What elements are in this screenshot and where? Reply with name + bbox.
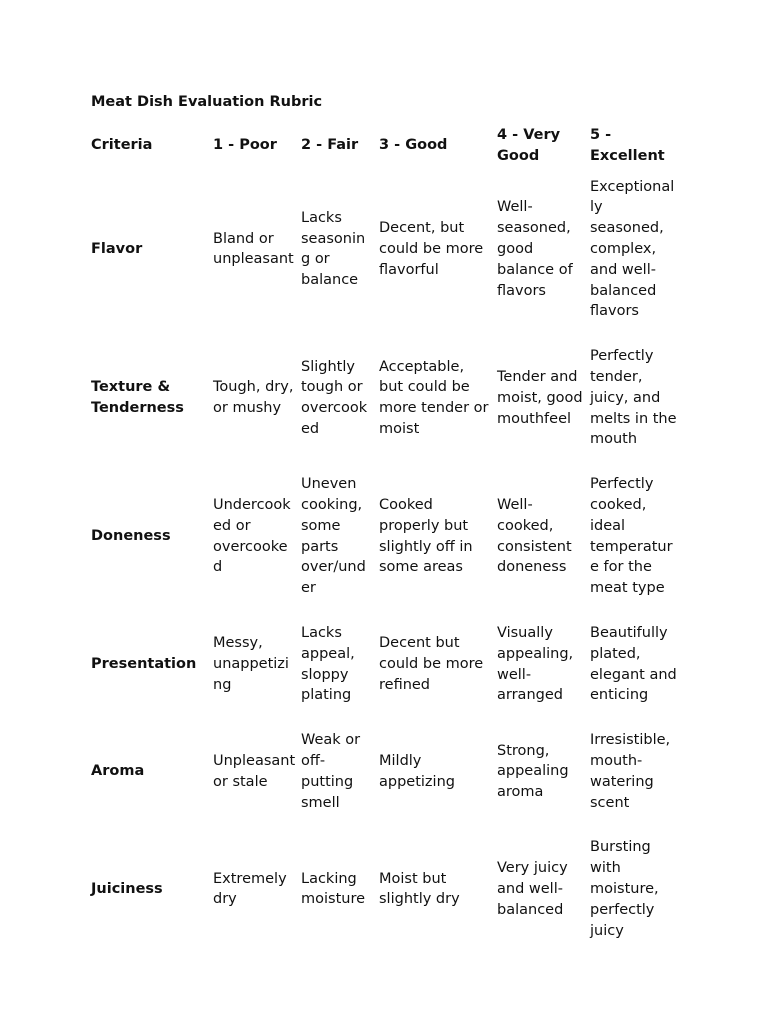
table-row bbox=[86, 462, 678, 611]
header-poor: 1 - Poor bbox=[213, 137, 277, 154]
table-cell: Unpleasant or stale bbox=[213, 752, 296, 790]
table-cell: Messy, unappetizing bbox=[213, 635, 289, 693]
table-cell: Mildly appetizing bbox=[379, 752, 455, 790]
criteria-cell: Presentation bbox=[91, 656, 197, 673]
table-cell: Lacks appeal, sloppy plating bbox=[301, 624, 355, 704]
criteria-cell: Aroma bbox=[91, 763, 145, 780]
table-cell: Decent but could be more refined bbox=[379, 635, 484, 693]
table-cell: Cooked properly but slightly off in some areas bbox=[379, 496, 473, 576]
table-cell: Perfectly tender, juicy, and melts in the mouth bbox=[590, 348, 677, 448]
criteria-cell: Juiciness bbox=[91, 880, 163, 897]
criteria-cell: Flavor bbox=[91, 240, 143, 257]
header-fair: 2 - Fair bbox=[301, 137, 359, 154]
table-cell: Undercooked or overcooked bbox=[213, 496, 291, 576]
table-cell: Uneven cooking, some parts over/under bbox=[301, 476, 366, 597]
table-cell: Beautifully plated, elegant and enticing bbox=[590, 624, 677, 704]
table-cell: Strong, appealing aroma bbox=[497, 742, 569, 801]
table-row bbox=[86, 718, 678, 825]
table-cell: Extremely dry bbox=[213, 870, 287, 908]
document-title: Meat Dish Evaluation Rubric bbox=[91, 94, 323, 110]
table-cell: Moist but slightly dry bbox=[379, 870, 460, 908]
header-criteria: Criteria bbox=[91, 137, 153, 154]
header-good: 3 - Good bbox=[379, 137, 448, 154]
table-row bbox=[86, 825, 678, 953]
table-cell: Slightly tough or overcooked bbox=[301, 358, 368, 437]
table-cell: Decent, but could be more flavorful bbox=[379, 220, 484, 278]
table-cell: Weak or off-putting smell bbox=[301, 732, 361, 811]
table-row bbox=[86, 334, 678, 462]
rubric-table bbox=[86, 123, 678, 953]
table-cell: Bland or unpleasant bbox=[213, 230, 294, 268]
table-cell: Lacks seasoning or balance bbox=[301, 209, 366, 289]
table-cell: Irresistible, mouth-watering scent bbox=[590, 732, 671, 811]
table-cell: Exceptionally seasoned, complex, and well-balanced flavors bbox=[590, 178, 675, 320]
header-very-good: 4 - Very Good bbox=[497, 127, 561, 164]
table-row bbox=[86, 611, 678, 718]
table-cell: Perfectly cooked, ideal temperature for the meat type bbox=[590, 476, 673, 597]
table-cell: Very juicy and well-balanced bbox=[497, 860, 568, 918]
table-row bbox=[86, 173, 678, 335]
table-cell: Tender and moist, good mouthfeel bbox=[497, 368, 583, 427]
table-cell: Visually appealing, well-arranged bbox=[497, 624, 574, 704]
table-cell: Lacking moisture bbox=[301, 870, 366, 908]
header-excellent: 5 - Excellent bbox=[590, 127, 665, 164]
table-cell: Bursting with moisture, perfectly juicy bbox=[590, 839, 659, 939]
table-cell: Well-seasoned, good balance of flavors bbox=[497, 199, 573, 299]
table-cell: Tough, dry, or mushy bbox=[213, 379, 294, 417]
criteria-cell: Doneness bbox=[91, 528, 171, 545]
table-cell: Acceptable, but could be more tender or moist bbox=[379, 358, 489, 437]
table-cell: Well-cooked, consistent doneness bbox=[497, 496, 572, 576]
criteria-cell: Texture & Tenderness bbox=[91, 379, 184, 417]
header-row bbox=[86, 123, 678, 173]
